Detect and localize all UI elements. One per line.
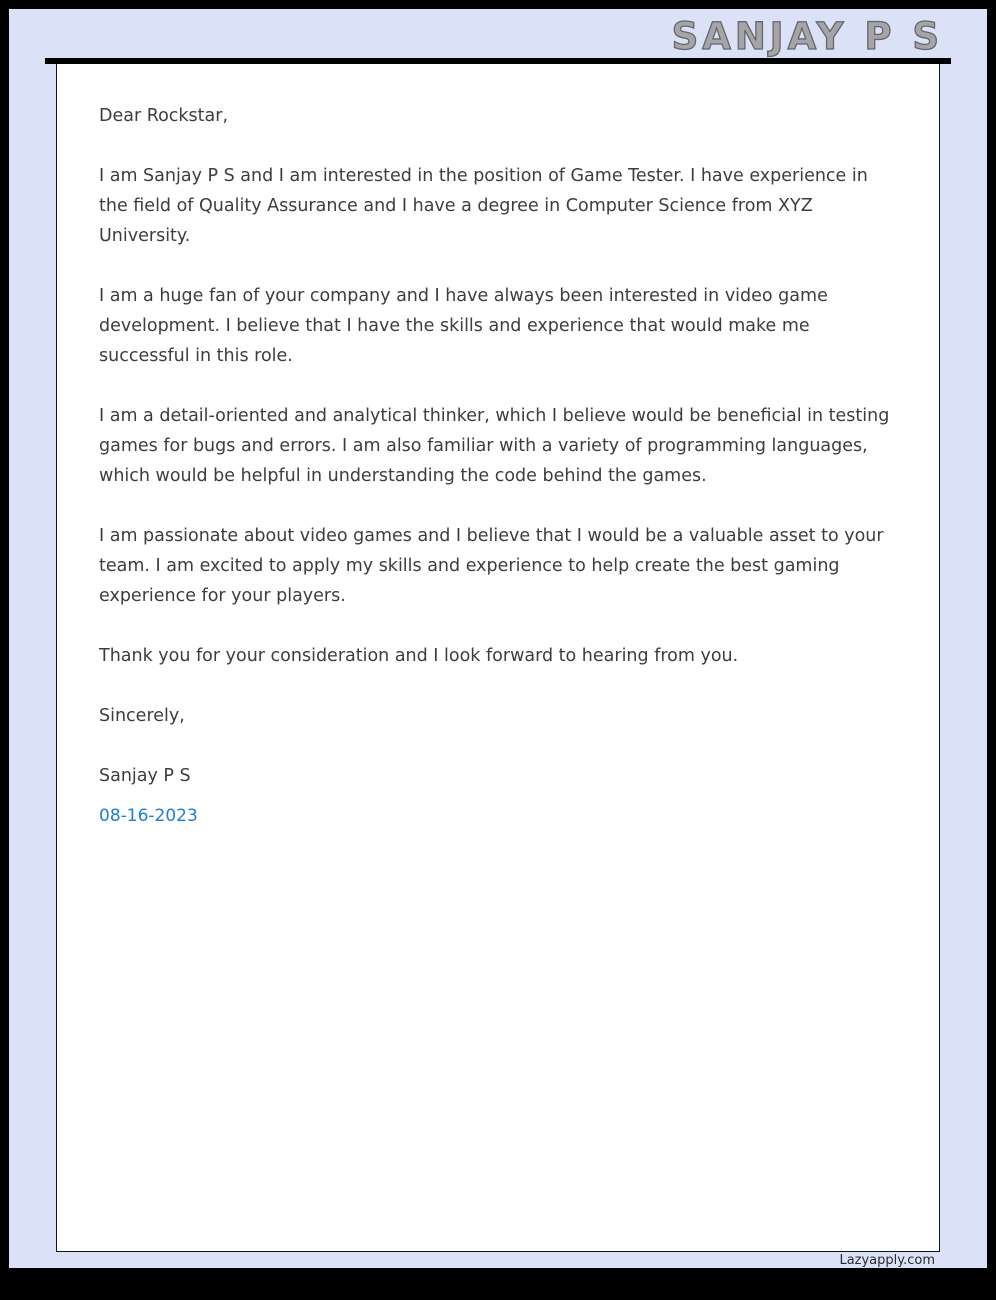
letterhead <box>9 9 987 58</box>
closing: Sincerely, <box>99 706 185 726</box>
letterhead-name: SANJAY P S <box>671 15 943 58</box>
date-link[interactable]: 08-16-2023 <box>99 806 198 826</box>
letter-document <box>9 9 987 1268</box>
letter-paragraph: I am a detail-oriented and analytical thinker, which I believe would be beneficial in testing games for bugs and errors. I am also familiar with a variety of programming languages, which would be helpful in understanding the code behind the games. <box>99 406 890 486</box>
letter-paragraph: I am Sanjay P S and I am interested in the position of Game Tester. I have experience in the field of Quality Assurance and I have a degree in Computer Science from XYZ University. <box>99 166 868 246</box>
signature-name: Sanjay P S <box>99 766 191 786</box>
letter-paragraph: I am a huge fan of your company and I have always been interested in video game development. I believe that I have the skills and experience that would make me successful in this role. <box>99 286 828 366</box>
salutation: Dear Rockstar, <box>99 106 229 126</box>
lazyapply-link[interactable]: Lazyapply.com <box>839 1253 935 1268</box>
letter-paragraph: Thank you for your consideration and I look forward to hearing from you. <box>99 646 739 666</box>
letter-paragraph: I am passionate about video games and I believe that I would be a valuable asset to your team. I am excited to apply my skills and experience to help create the best gaming experience for your players. <box>99 526 884 606</box>
letter-page <box>56 64 940 1252</box>
footer <box>9 1252 987 1268</box>
date-line <box>99 801 893 831</box>
